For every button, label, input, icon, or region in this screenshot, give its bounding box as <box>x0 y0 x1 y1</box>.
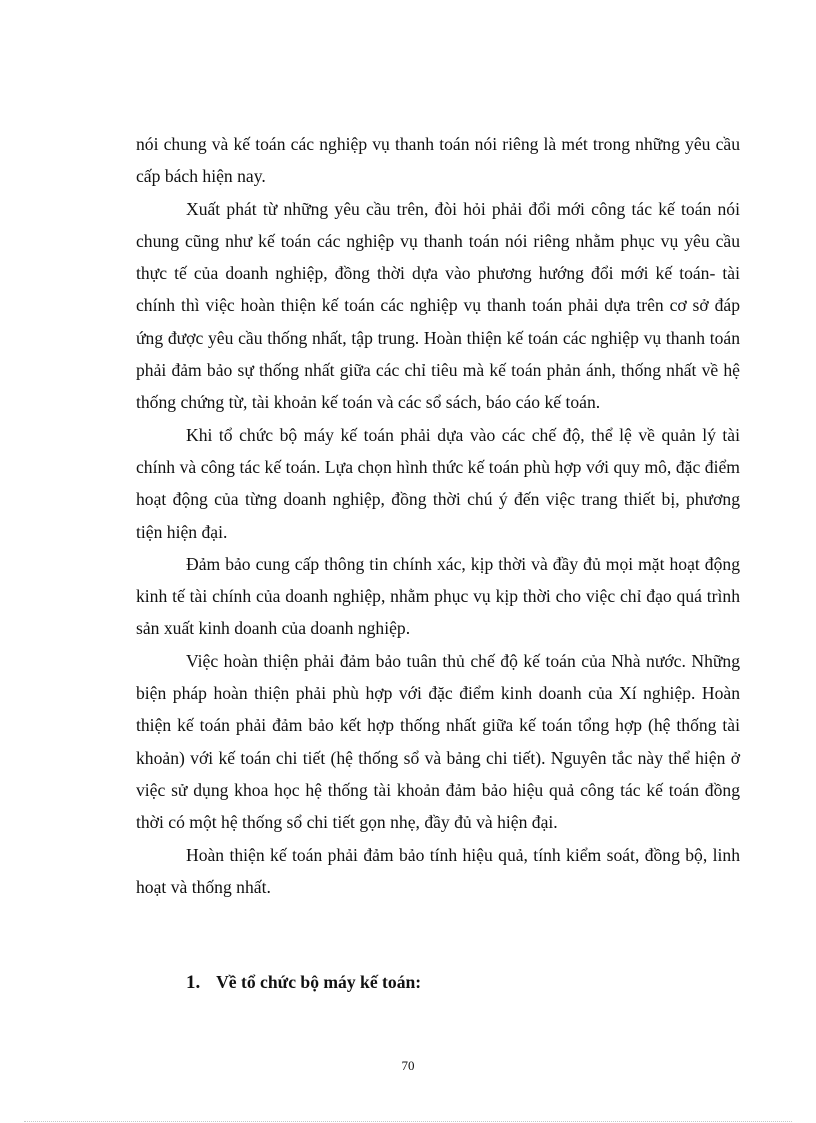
paragraph-continuation: nói chung và kế toán các nghiệp vụ thanh toán nói riêng là mét trong những yêu cầu cấp bách hiện nay. <box>136 134 740 187</box>
page-number: 70 <box>401 1058 415 1073</box>
section-heading-text: Về tổ chức bộ máy kế toán: <box>216 972 422 992</box>
paragraph-information: Đảm bảo cung cấp thông tin chính xác, kịp thời và đầy đủ mọi mặt hoạt động kinh tế tài chính của doanh nghiệp, nhằm phục vụ kịp thời cho việc chỉ đạo quá trình sản xuất kinh doanh của doanh nghiệp. <box>136 553 740 639</box>
section-heading <box>186 966 421 999</box>
paragraph-compliance: Việc hoàn thiện phải đảm bảo tuân thủ chế độ kế toán của Nhà nước. Những biện pháp hoàn thiện phải phù hợp với đặc điểm kinh doanh của Xí nghiệp. Hoàn thiện kế toán phải đảm bảo kết hợp thống nhất giữa kế toán tổng hợp (hệ thống tài khoản) với kế toán chi tiết (hệ thống sổ và bảng chi tiết). Nguyên tắc này thể hiện ở việc sử dụng khoa học hệ thống tài khoản đảm bảo hiệu quả công tác kế toán đồng thời có một hệ thống sổ chi tiết gọn nhẹ, đầy đủ và hiện đại. <box>136 650 740 833</box>
paragraph-requirements: Xuất phát từ những yêu cầu trên, đòi hỏi phải đổi mới công tác kế toán nói chung cũng như kế toán các nghiệp vụ thanh toán nói riêng nhằm phục vụ yêu cầu thực tế của doanh nghiệp, đồng thời dựa vào phương hướng đổi mới kế toán- tài chính thì việc hoàn thiện kế toán các nghiệp vụ thanh toán phải dựa trên cơ sở đáp ứng được yêu cầu thống nhất, tập trung. Hoàn thiện kế toán các nghiệp vụ thanh toán phải đảm bảo sự thống nhất giữa các chỉ tiêu mà kế toán phản ánh, thống nhất về hệ thống chứng từ, tài khoản kế toán và các sổ sách, báo cáo kế toán. <box>136 198 740 413</box>
section-heading-number: 1. <box>186 972 201 993</box>
paragraph-effectiveness: Hoàn thiện kế toán phải đảm bảo tính hiệu quả, tính kiểm soát, đồng bộ, linh hoạt và thống nhất. <box>136 844 740 897</box>
body-text <box>136 128 740 903</box>
page-bottom-divider <box>24 1121 792 1122</box>
paragraph-organization: Khi tổ chức bộ máy kế toán phải dựa vào các chế độ, thể lệ về quản lý tài chính và công tác kế toán. Lựa chọn hình thức kế toán phù hợp với quy mô, đặc điểm hoạt động của từng doanh nghiệp, đồng thời chú ý đến việc trang thiết bị, phương tiện hiện đại. <box>136 424 740 542</box>
